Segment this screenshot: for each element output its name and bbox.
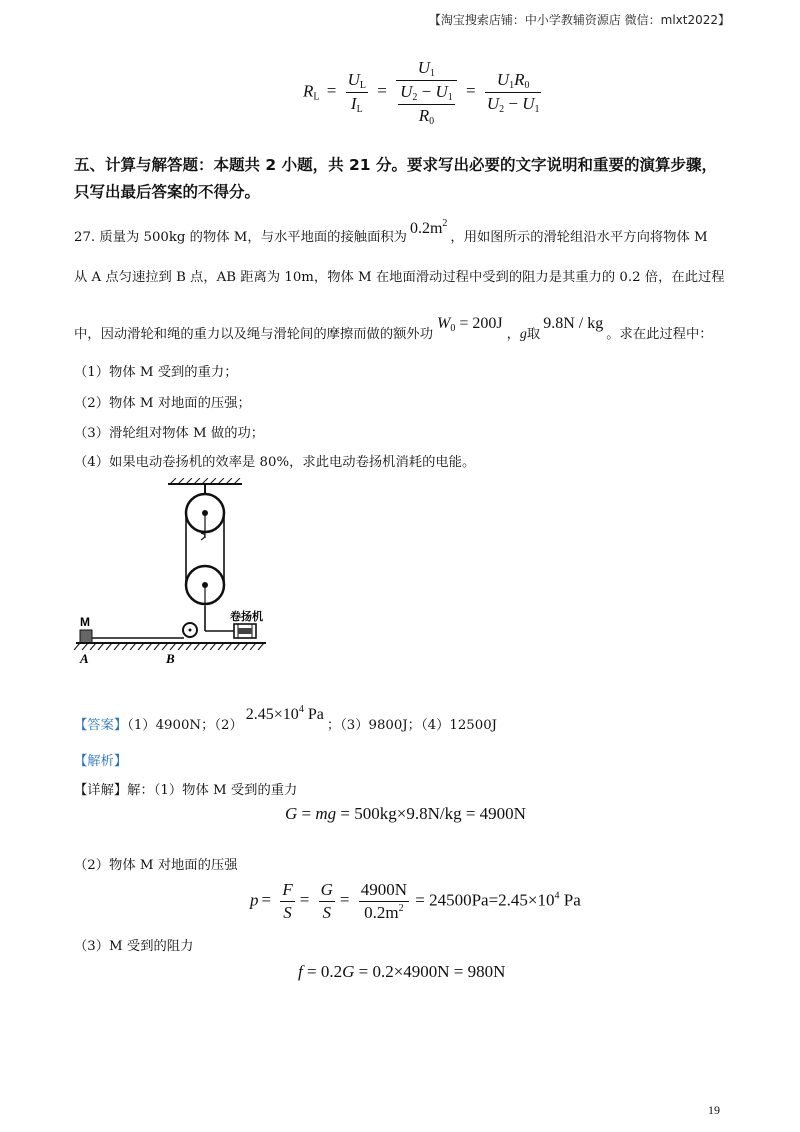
sub-question-4: （4）如果电动卷扬机的效率是 80%，求此电动卷扬机消耗的电能。 [74,455,476,470]
label-a: A [80,651,89,666]
analysis-label: 【解析】 [74,754,128,769]
sub-question-3: （3）滑轮组对物体 M 做的功； [74,426,265,441]
page-number: 19 [708,1103,720,1117]
sub-question-2: （2）物体 M 对地面的压强； [74,396,251,411]
question-line-2: 从 A 点匀速拉到 B 点，AB 距离为 10m，物体 M 在地面滑动过程中受到的阻力是其重力的 0.2 倍，在此过程 [74,270,725,285]
formula-resistance: $R_L$ = $\frac{U_L}{I_L}$ = $\frac{U_1}{\frac{U_2 - U_1}{R_0}}$ = $\frac{U_1R_0}{U_2 - U_1}$ [303,58,540,127]
pulley-diagram [70,478,280,670]
step-2: （2）物体 M 对地面的压强 [74,858,238,873]
step-3: （3）M 受到的阻力 [74,939,194,954]
block-m [80,630,92,643]
fraction-3: $\frac{U_1R_0}{U_2 - U_1}$ [486,70,540,115]
equation-pressure: p = $\frac{F}{S}$ = $\frac{G}{S}$ = $\frac{4900N}{0.2m^2}$ = $24500Pa=2.45\times 10^4$ Pa [250,880,581,922]
label-b: B [166,651,175,666]
page-header: 【淘宝搜索店铺：中小学教辅资源店 微信：mlxt2022】 [428,13,730,27]
sub-question-1: （1）物体 M 受到的重力； [74,365,238,380]
fraction-1: $\frac{U_L}{I_L}$ [347,70,366,115]
question-line-1: 27. 质量为 500kg 的物体 M，与水平地面的接触面积为$0.2m^2$，用如图所示的滑轮组沿水平方向将物体 M [74,218,708,245]
equation-friction: f = 0.2G = 0.2×4900N = 980N [298,962,506,981]
fraction-2: $\frac{U_1}{\frac{U_2 - U_1}{R_0}}$ [396,58,457,127]
answer-line: 【答案】（1）4900N；$(2)2.45\times 10^4$ Pa；（3）9800J；（4）12500J [74,704,498,733]
detail-intro: 【详解】解：（1）物体 M 受到的重力 [74,783,298,798]
label-m: M [80,615,90,629]
equation-gravity: G = mg = 500kg×9.8N/kg = 4900N [285,804,526,823]
question-line-3: 中，因动滑轮和绳的重力以及绳与滑轮间的摩擦而做的额外功$W_0 = 200J$，g取9.8N / kg。求在此过程中： [74,315,713,342]
label-winch: 卷扬机 [230,610,263,623]
section-title: 五、计算与解答题：本题共 2 小题，共 21 分。要求写出必要的文字说明和重要的演算步骤， 只写出最后答案的不得分。 [74,156,717,201]
